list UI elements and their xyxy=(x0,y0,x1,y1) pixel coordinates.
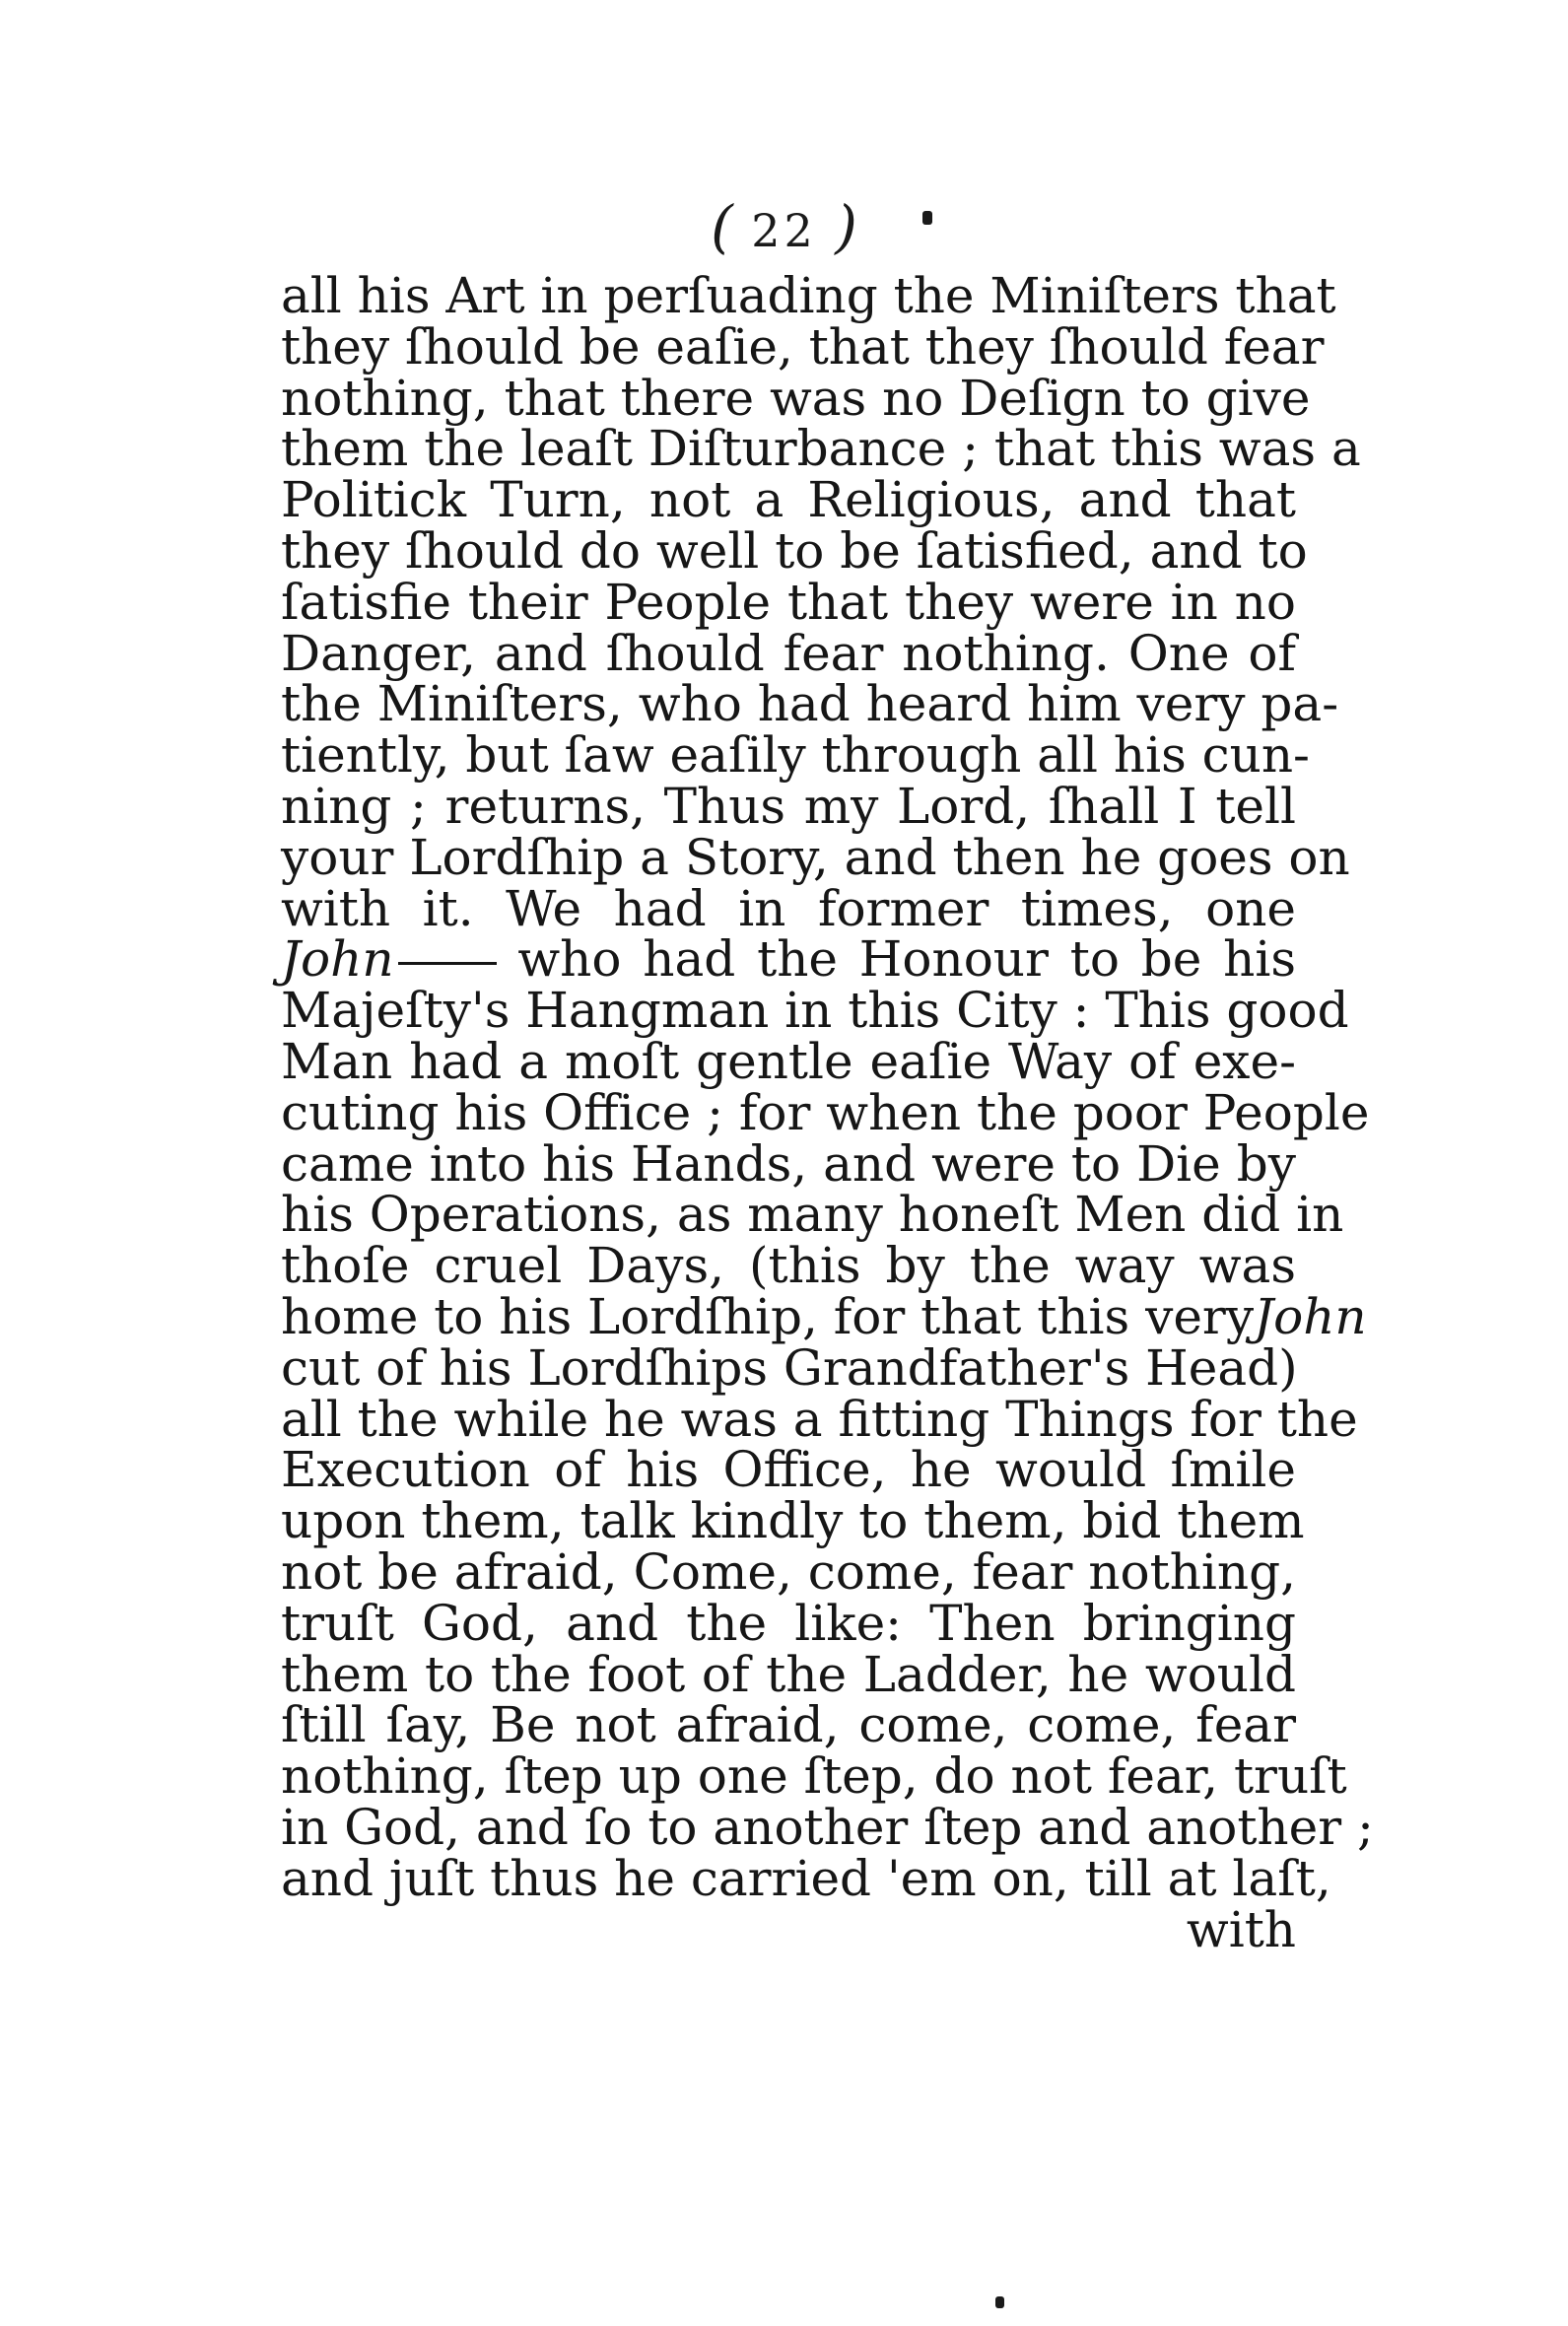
close-parenthesis: ) xyxy=(835,193,857,260)
page-header xyxy=(0,187,1568,266)
text-line: and juſt thus he carried 'em on, till at laſt, xyxy=(281,1849,1331,1907)
text-line: ning ; returns, Thus my Lord, ſhall I tell xyxy=(281,777,1296,835)
text-line: the Miniſters, who had heard him very pa- xyxy=(281,675,1339,733)
ink-speck-mark xyxy=(995,2296,1004,2308)
text-line: thoſe cruel Days, (this by the way was xyxy=(281,1237,1296,1295)
text-line: them to the foot of the Ladder, he would xyxy=(281,1645,1296,1703)
text-line: came into his Hands, and were to Die by xyxy=(281,1134,1296,1193)
em-dash-rule xyxy=(398,962,497,965)
text-line: nothing, that there was no Deſign to give xyxy=(281,369,1311,427)
text-line: ſatisfie their People that they were in no xyxy=(281,573,1296,631)
text-line: with it. We had in former times, one xyxy=(281,879,1296,937)
italic-name-john: John xyxy=(281,930,394,989)
text-line: Execution of his Office, he would ſmile xyxy=(281,1441,1296,1499)
text-line: tiently, but ſaw eaſily through all his cun- xyxy=(281,726,1310,785)
text-line: they ſhould be eaſie, that they ſhould fear xyxy=(281,317,1325,376)
text-line: your Lordſhip a Story, and then he goes on xyxy=(281,828,1350,886)
text-line: ſtill ſay, Be not afraid, come, come, fear xyxy=(281,1696,1296,1754)
text-line: all the while he was a fitting Things for the xyxy=(281,1390,1358,1448)
text-line: nothing, ſtep up one ſtep, do not fear, truſt xyxy=(281,1747,1347,1806)
text-line: Man had a moſt gentle eaſie Way of exe- xyxy=(281,1032,1296,1090)
open-parenthesis: ( xyxy=(711,193,733,260)
text-line: all his Art in perſuading the Miniſters that xyxy=(281,267,1336,324)
catchword: with xyxy=(1186,1900,1296,1958)
text-line: Politick Turn, not a Religious, and that xyxy=(281,471,1296,529)
text-line: truſt God, and the like: Then bringing xyxy=(281,1594,1296,1652)
text-line-start: home to his Lordſhip, for that this very xyxy=(281,1287,1255,1345)
text-line: not be afraid, Come, come, fear nothing, xyxy=(281,1542,1297,1601)
ink-speck-mark xyxy=(922,211,932,225)
italic-name-john: John xyxy=(1254,1287,1367,1345)
text-line: cut of his Lordſhips Grandfather's Head) xyxy=(281,1338,1298,1397)
text-line: upon them, talk kindly to them, bid them xyxy=(281,1492,1305,1550)
text-line: his Operations, as many honeſt Men did in xyxy=(281,1186,1344,1244)
text-line: Majeſty's Hangman in this City : This good xyxy=(281,982,1349,1040)
page-number: 22 xyxy=(751,204,817,257)
text-line: in God, and ſo to another ſtep and another ; xyxy=(281,1798,1374,1856)
text-line: cuting his Office ; for when the poor People xyxy=(281,1083,1370,1141)
text-line-with-name xyxy=(281,1287,1367,1345)
text-line: Danger, and ſhould fear nothing. One of xyxy=(281,624,1296,682)
text-line-remainder: who had the Honour to be his xyxy=(517,930,1296,989)
text-line-with-name xyxy=(281,930,1296,989)
text-line: them the leaſt Diſturbance ; that this was a xyxy=(281,420,1361,478)
text-line: they ſhould do well to be ſatisfied, and to xyxy=(281,521,1308,580)
body-text xyxy=(281,267,1374,1958)
